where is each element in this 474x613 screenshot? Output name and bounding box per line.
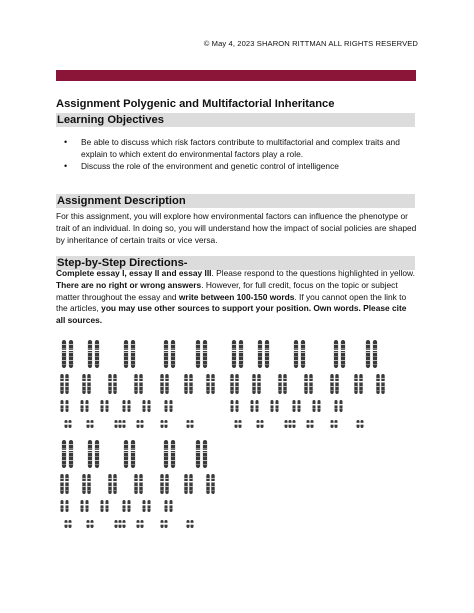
karyotype-image-1 bbox=[58, 336, 220, 432]
learning-objectives-list bbox=[62, 137, 412, 172]
karyotype-image-2 bbox=[228, 336, 390, 432]
assignment-description-heading: Assignment Description bbox=[56, 194, 415, 208]
learning-objectives-heading: Learning Objectives bbox=[56, 113, 415, 127]
directions-text-1: . Please respond to the questions highlighted in yellow. bbox=[211, 268, 415, 278]
directions-text-3: . If you cannot open the link to the articles, bbox=[56, 291, 407, 314]
document-title: Assignment Polygenic and Multifactorial Inheritance bbox=[56, 98, 335, 110]
directions-bold-1: Complete essay I, essay II and essay III bbox=[56, 268, 212, 278]
objective-text: Be able to discuss which risk factors contribute to multifactorial and complex traits and explain to which extent do environmental factors play a role. bbox=[81, 137, 400, 159]
bullet-icon: • bbox=[64, 160, 68, 171]
list-item bbox=[62, 161, 412, 173]
directions-text bbox=[56, 268, 418, 327]
directions-heading: Step-by-Step Directions- bbox=[56, 256, 415, 270]
directions-text-2: . However, for full credit, focus on the topic or subject matter throughout the essay and bbox=[56, 279, 398, 302]
objective-text: Discuss the role of the environment and genetic control of intelligence bbox=[81, 160, 339, 171]
karyotype-image-3 bbox=[58, 436, 220, 532]
directions-bold-3: write between 100-150 words bbox=[178, 291, 295, 302]
bullet-icon: • bbox=[64, 137, 68, 147]
maroon-header-bar bbox=[56, 70, 416, 81]
list-item bbox=[62, 137, 412, 161]
copyright-notice: © May 4, 2023 SHARON RITTMAN ALL RIGHTS RESERVED bbox=[203, 39, 418, 48]
directions-bold-4: you may use other sources to support your position. Own words. Please cite all sources. bbox=[56, 303, 407, 326]
assignment-description-text: For this assignment, you will explore how environmental factors can influence the phenotype or trait of an individual. In doing so, you will understand how the impact of social policies are shaped by inheritance of certain traits or vice versa. bbox=[56, 211, 417, 245]
directions-bold-2: There are no right or wrong answers bbox=[56, 279, 202, 290]
